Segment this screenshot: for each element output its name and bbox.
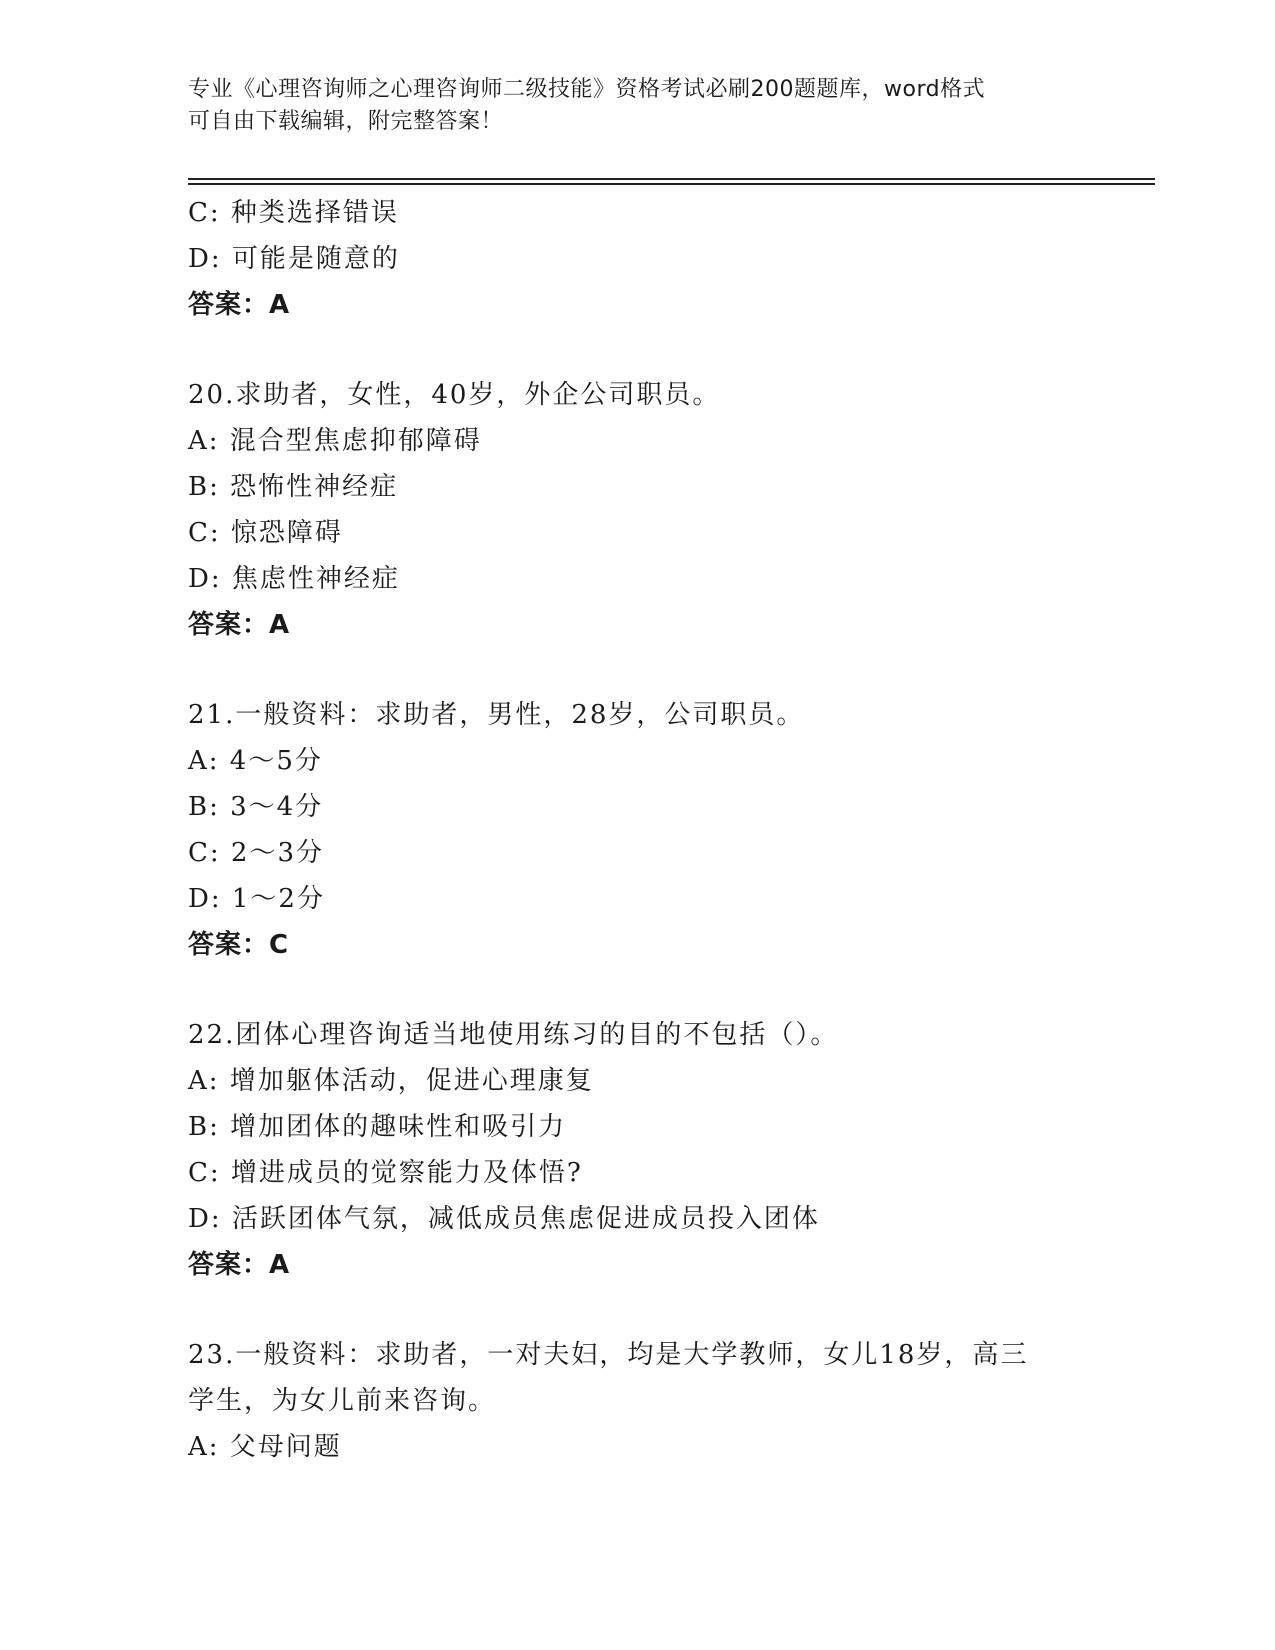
option-b: B: 恐怖性神经症 bbox=[188, 472, 399, 502]
header-line-2: 可自由下载编辑，附完整答案！ bbox=[188, 109, 504, 134]
option-c: C: 2～3分 bbox=[188, 838, 325, 868]
option-b: B: 3～4分 bbox=[188, 792, 324, 822]
option-d: D: 可能是随意的 bbox=[188, 244, 400, 274]
option-d: D: 活跃团体气氛，减低成员焦虑促进成员投入团体 bbox=[188, 1204, 820, 1234]
option-d: D: 1～2分 bbox=[188, 884, 325, 914]
answer: 答案：C bbox=[188, 930, 290, 960]
option-c: C: 增进成员的觉察能力及体悟? bbox=[188, 1158, 583, 1188]
question-list bbox=[188, 190, 1148, 1470]
spacer bbox=[188, 1288, 1148, 1332]
answer: 答案：A bbox=[188, 290, 291, 320]
answer: 答案：A bbox=[188, 610, 291, 640]
option-a: A: 4～5分 bbox=[188, 746, 323, 776]
document-header bbox=[188, 74, 1088, 138]
question-stem-continued: 学生，为女儿前来咨询。 bbox=[188, 1386, 497, 1416]
question-stem: 20.求助者，女性，40岁，外企公司职员。 bbox=[188, 380, 721, 410]
option-c: C: 惊恐障碍 bbox=[188, 518, 343, 548]
option-a: A: 混合型焦虑抑郁障碍 bbox=[188, 426, 482, 456]
option-b: B: 增加团体的趣味性和吸引力 bbox=[188, 1112, 567, 1142]
spacer bbox=[188, 648, 1148, 692]
question-stem: 22.团体心理咨询适当地使用练习的目的不包括（）。 bbox=[188, 1020, 839, 1050]
option-a: A: 父母问题 bbox=[188, 1432, 342, 1462]
spacer bbox=[188, 968, 1148, 1012]
question-21 bbox=[188, 692, 1148, 968]
question-20 bbox=[188, 372, 1148, 648]
question-19-tail bbox=[188, 190, 1148, 328]
option-a: A: 增加躯体活动，促进心理康复 bbox=[188, 1066, 594, 1096]
question-23 bbox=[188, 1332, 1148, 1470]
header-rule-top bbox=[188, 178, 1155, 180]
answer: 答案：A bbox=[188, 1250, 291, 1280]
question-stem: 23.一般资料：求助者，一对夫妇，均是大学教师，女儿18岁，高三 bbox=[188, 1340, 1029, 1370]
header-rule-bottom bbox=[188, 183, 1155, 185]
option-c: C: 种类选择错误 bbox=[188, 198, 399, 228]
header-line-1: 专业《心理咨询师之心理咨询师二级技能》资格考试必刷200题题库，word格式 bbox=[188, 77, 986, 102]
question-22 bbox=[188, 1012, 1148, 1288]
question-stem: 21.一般资料：求助者，男性，28岁，公司职员。 bbox=[188, 700, 805, 730]
option-d: D: 焦虑性神经症 bbox=[188, 564, 400, 594]
spacer bbox=[188, 328, 1148, 372]
